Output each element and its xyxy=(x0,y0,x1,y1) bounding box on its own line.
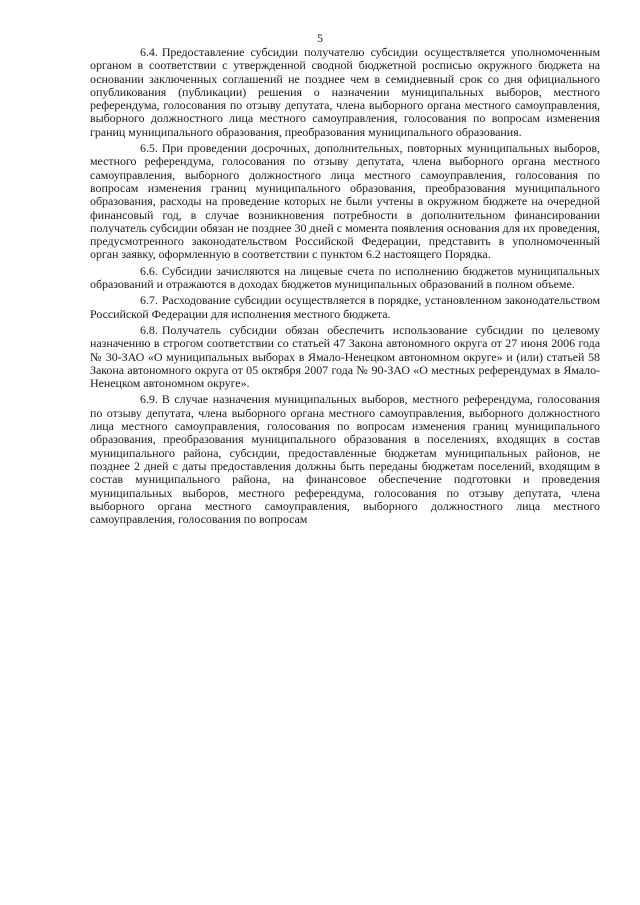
paragraph-number: 6.8. xyxy=(140,322,158,337)
paragraph-number: 6.4. xyxy=(140,45,158,59)
paragraph-6-9 xyxy=(90,393,600,526)
paragraph-number: 6.7. xyxy=(140,293,158,308)
paragraph-6-7 xyxy=(90,294,600,321)
paragraph-6-8 xyxy=(90,324,600,390)
paragraph-number: 6.6. xyxy=(140,263,158,278)
paragraph-6-5 xyxy=(90,142,600,262)
document-body xyxy=(90,46,600,529)
paragraph-text: Субсидии зачисляются на лицевые счета по исполнению бюджетов муниципальных образований и отражаются в доходах бюджетов муниципальных образований в полном объеме. xyxy=(90,263,600,292)
paragraph-number: 6.5. xyxy=(140,141,158,156)
paragraph-number: 6.9. xyxy=(140,392,158,407)
paragraph-6-4 xyxy=(90,46,600,139)
paragraph-text: Предоставление субсидии получателю субсидии осуществляется уполномоченным органом в соответствии с утвержденной сводной бюджетной росписью окружного бюджета на основании заключенных соглашений не позднее чем в семидневный срок со дня официального опубликования (публикации) решения о назначении муниципальных выборов, местного референдума, голосования по отзыву депутата, члена выборного органа местного самоуправления, выборного должностного лица местного самоуправления, голосования по вопросам изменения границ муниципального образования, преобразования муниципального образования. xyxy=(90,45,600,139)
paragraph-text: В случае назначения муниципальных выборов, местного референдума, голосования по отзыву депутата, члена выборного органа местного самоуправления, выборного должностного лица местного самоуправления, голосования по вопросам изменения границ муниципального образования, преобразования муниципального образования в поселениях, входящих в состав муниципального района, субсидии, предоставленные бюджетам муниципальных районов, не позднее 2 дней с даты предоставления должны быть переданы бюджетам поселений, входящим в состав муниципального района, на финансовое обеспечение подготовки и проведения муниципальных выборов, местного референдума, голосования по отзыву депутата, члена выборного органа местного самоуправления, выборного должностного лица местного самоуправления, голосования по вопросам xyxy=(90,392,600,527)
paragraph-text: Получатель субсидии обязан обеспечить использование субсидии по целевому назначению в строгом соответствии со статьей 47 Закона автономного округа от 27 июня 2006 года № 30-ЗАО «О муниципальных выборах в Ямало-Ненецком автономном округе» и (или) статьей 58 Закона автономного округа от 05 октября 2007 года № 90-ЗАО «О местных референдумах в Ямало-Ненецком автономном округе». xyxy=(90,322,600,391)
paragraph-6-6 xyxy=(90,265,600,292)
page-number: 5 xyxy=(317,31,323,45)
paragraph-text: При проведении досрочных, дополнительных, повторных муниципальных выборов, местного референдума, голосования по отзыву депутата, члена выборного органа местного самоуправления, выборного должностного лица местного самоуправления, голосования по вопросам изменения границ муниципального образования, преобразования муниципального образования, расходы на проведение которых не были учтены в окружном бюджете на очередной финансовый год, в случае возникновения потребности в дополнительном финансировании получатель субсидии обязан не позднее 30 дней с момента появления основания для их проведения, предусмотренного законодательством Российской Федерации, представить в уполномоченный орган заявку, оформленную в соответствии с пунктом 6.2 настоящего Порядка. xyxy=(90,141,600,262)
paragraph-text: Расходование субсидии осуществляется в порядке, установленном законодательством Российской Федерации для исполнения местного бюджета. xyxy=(90,293,600,321)
